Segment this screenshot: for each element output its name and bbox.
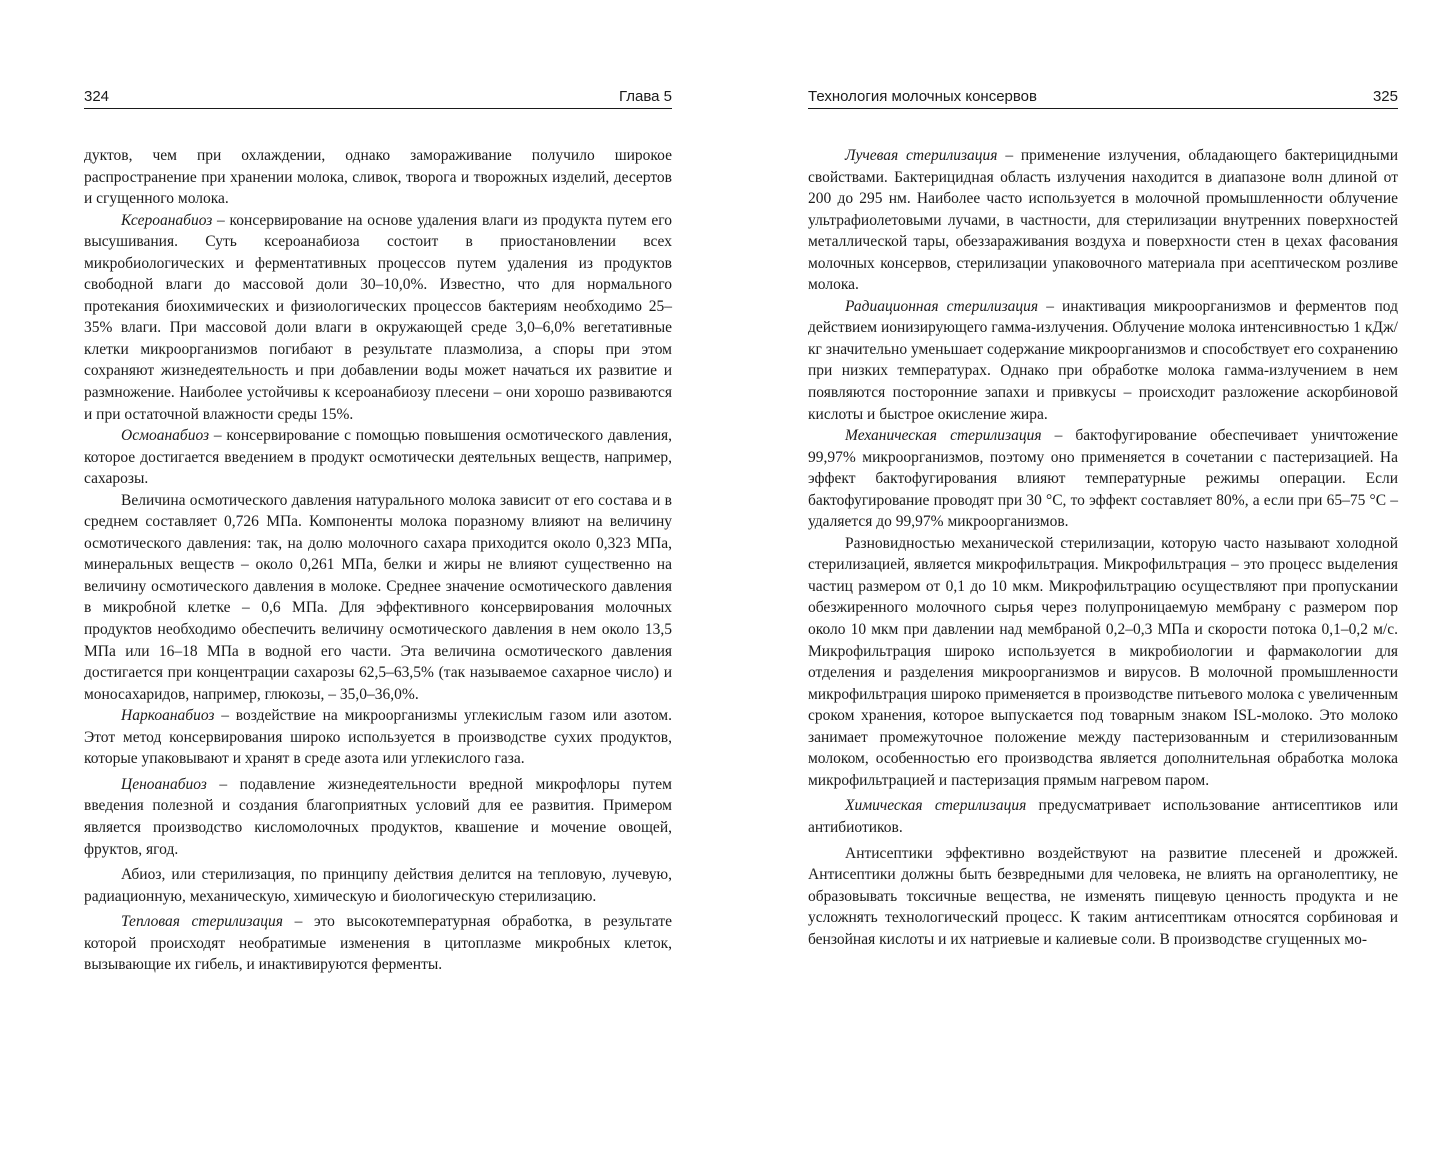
paragraph: Разновидностью механической стерилизации, которую часто называют холодной стерилизацией, является микрофильтрация. Микрофильтрация – это процесс выделения частиц размером от 0,1 до 10 мкм. Микрофильтрацию осуществляют при пропускании обезжиренного молочного сырья через полупроницаемую мембрану с размером пор около 10 мкм при давлении над мембраной 0,2–0,3 МПа и скорости потока 0,1–0,2 м/с. Микрофильтрация широко используется в микробиологии и фармакологии для отделения и разделения микроорганизмов и вирусов. В молочной промышленности микрофильтрация широко применяется в производстве питьевого молока с увеличенным сроком хранения, которое выпускается под товарным знаком ISL-молоко. Это молоко занимает промежуточное положение между пастеризованным и стерилизованным молоком, особенностью его производства является дополнительная обработка молока микрофильтрацией и пастеризация прямым нагревом паром. <box>808 534 1398 789</box>
paragraph: Осмоанабиоз – консервирование с помощью повышения осмотического давления, которое достигается введением в продукт осмотически деятельных веществ, например, сахарозы. <box>84 427 672 488</box>
term: Химическая стерилизация <box>845 797 1027 815</box>
paragraph: Антисептики эффективно воздействуют на развитие плесеней и дрожжей. Антисептики должны быть безвредными для человека, не влиять на органолептику, не образовывать токсичные вещества, не изменять пищевую ценность продукта и не усложнять технологический процесс. К таким антисептикам относятся сорбиновая и бензойная кислоты и их натриевые и калиевые соли. В производстве сгущенных мо- <box>808 844 1398 948</box>
right-page-header <box>808 86 1398 109</box>
term: Осмоанабиоз <box>121 427 210 445</box>
term: Наркоанабиоз <box>121 707 215 725</box>
paragraph: Наркоанабиоз – воздействие на микроорганизмы углекислым газом или азотом. Этот метод консервирования широко используется в производстве сухих продуктов, которые упаковывают и хранят в среде азота или углекислого газа. <box>84 707 672 768</box>
paragraph: Величина осмотического давления натурального молока зависит от его состава и в среднем составляет 0,726 МПа. Компоненты молока поразному влияют на величину осмотического давления: так, на долю молочного сахара приходится около 0,323 МПа, минеральных веществ – около 0,261 МПа, белки и жиры не влияют существенно на величину осмотического давления в молоке. Среднее значение осмотического давления в микробной клетке – 0,6 МПа. Для эффективного консервирования молочных продуктов необходимо обеспечить величину осмотического давления в нем около 13,5 МПа или 16–18 МПа в водной его части. Эта величина осмотического давления достигается при концентрации сахарозы 62,5–63,5% (так называемое сахарное число) и моносахаридов, например, глюкозы, – 35,0–36,0%. <box>84 491 672 703</box>
term: Лучевая стерилизация <box>845 147 998 164</box>
term: Механическая стерилизация <box>845 427 1042 445</box>
paragraph: Ксероанабиоз – консервирование на основе удаления влаги из продукта путем его высушивания. Суть ксероанабиоза состоит в приостановлении всех микробиологических и ферментативных процессов путем удаления из продуктов свободной влаги до массовой доли 30–10,0%. Известно, что для нормального протекания биохимических и физиологических процессов бактериям необходимо 25–35% влаги. При массовой доли влаги в окружающей среде 3,0–6,0% вегетативные клетки микроорганизмов погибают в результате плазмолиза, а споры при этом сохраняют жизнедеятельность и при добавлении воды может начаться их развитие и размножение. Наиболее устойчивы к ксероанабиозу плесени – они хорошо развиваются и при остаточной влажности среды 15%. <box>84 211 672 423</box>
page-number: 324 <box>84 88 110 105</box>
term: Ценоанабиоз <box>121 775 207 793</box>
term: Радиационная стерилизация <box>845 297 1039 315</box>
term: Ксероанабиоз <box>121 211 213 229</box>
paragraph: дуктов, чем при охлаждении, однако замораживание получило широкое распространение при хранении молока, сливок, творога и творожных изделий, десертов и сгущенного молока. <box>84 147 672 208</box>
running-head: Технология молочных консервов <box>808 88 1037 105</box>
paragraph: Ценоанабиоз – подавление жизнедеятельности вредной микрофлоры путем введения полезной и создания благоприятных условий для ее развития. Примером является производство кисломолочных продуктов, квашение и мочение овощей, фруктов, ягод. <box>84 775 672 858</box>
paragraph: Лучевая стерилизация – применение излучения, обладающего бактерицидными свойствами. Бактерицидная область излучения находится в диапазоне волн длиной от 200 до 295 нм. Наиболее часто используется в молочной промышленности облучение ультрафиолетовыми лучами, в частности, для стерилизации внутренних поверхностей металлической тары, обеззараживания воздуха и поверхности стен в цехах фасования молочных консервов, стерилизации упаковочного материала при асептическом розливе молока. <box>808 147 1398 294</box>
paragraph: Абиоз, или стерилизация, по принципу действия делится на тепловую, лучевую, радиационную, механическую, химическую и биологическую стерилизацию. <box>84 866 672 905</box>
right-page-body <box>808 145 1398 950</box>
paragraph: Тепловая стерилизация – это высокотемпературная обработка, в результате которой происходят необратимые изменения в цитоплазме микробных клеток, вызывающие их гибель, и инактивируются ферменты. <box>84 913 672 974</box>
paragraph: Радиационная стерилизация – инактивация микроорганизмов и ферментов под действием ионизирующего гамма-излучения. Облучение молока интенсивностью 1 кДж/кг значительно уменьшает содержание микроорганизмов и способствует его сохранению при низких температурах. Однако при обработке молока гамма-излучением в нем появляются посторонние запахи и привкусы – происходит разложение аскорбиновой кислоты и быстрое окисление жира. <box>808 297 1398 423</box>
paragraph: Химическая стерилизация предусматривает использование антисептиков или антибиотиков. <box>808 797 1398 836</box>
running-head: Глава 5 <box>618 88 672 105</box>
right-page <box>728 0 1456 1155</box>
paragraph: Механическая стерилизация – бактофугирование обеспечивает уничтожение 99,97% микроорганизмов, поэтому оно применяется в сочетании с пастеризацией. На эффект бактофугирования влияют температурные режимы операции. Если бактофугирование проводят при 30 °C, то эффект составляет 80%, а если при 65–75 °C – удаляется до 99,97% микроорганизмов. <box>808 427 1398 531</box>
page-number: 325 <box>1372 88 1398 105</box>
left-page-header <box>84 86 672 109</box>
left-page-body <box>84 145 672 976</box>
term: Тепловая стерилизация <box>121 913 284 931</box>
